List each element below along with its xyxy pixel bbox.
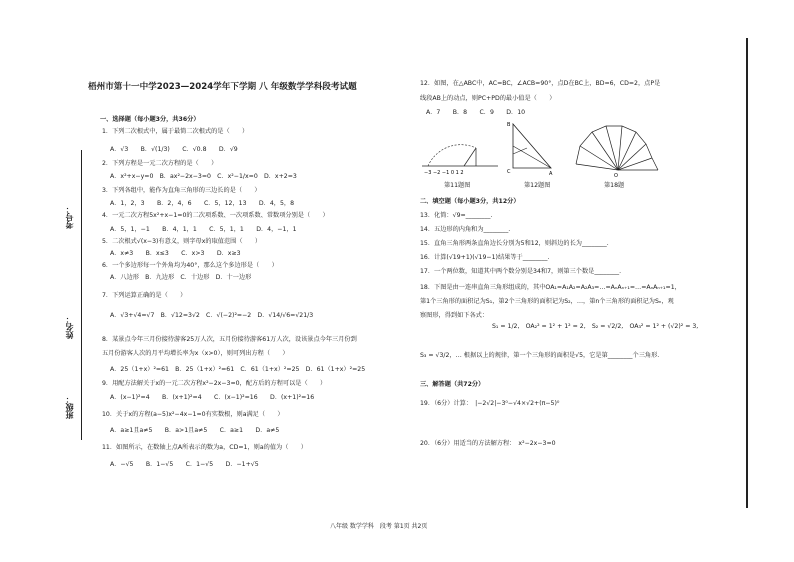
- exam-title: 梧州市第十一中学2023—2024学年下学期 八 年级数学学科段考试题: [88, 82, 357, 92]
- svg-text:O: O: [614, 173, 618, 178]
- figure-18-caption: 第18题: [604, 182, 625, 189]
- question-line: 7．下列运算正确的是（ ）: [102, 292, 187, 299]
- exam-number-label: 考号：: [65, 205, 74, 229]
- question-line: 13．化简：√9=________.: [420, 212, 493, 219]
- binding-line: [81, 150, 82, 440]
- question-line: A．√3+√4=√7 B．√12=3√2 C．√(−2)²=−2 D．√14/√6=√21/3: [110, 312, 314, 319]
- question-line: A．a≥1且a≠5 B．a>1且a≠5 C．a≥1 D．a≠5: [110, 427, 280, 434]
- question-line: 15．直角三角形两条直角边长分别为5和12，则斜边的长为________.: [420, 240, 609, 247]
- question-line: 20．（6分）用适当的方法解方程： x²−2x−3=0: [420, 440, 556, 447]
- question-line: S₁ = 1/2, OA₂² = 1² + 1² = 2, S₂ = √2/2, OA₃² = 1² + (√2)² = 3,: [492, 323, 699, 330]
- question-line: 五月份游客人次的月平均增长率为x（x>0），则可列出方程（ ）: [102, 350, 289, 357]
- question-line: 6．一个多边形每一个外角均为40°，那么这个多边形是（ ）: [102, 262, 278, 269]
- section-heading: 二、填空题（每小题3分，共12分）: [420, 198, 520, 205]
- svg-text:A: A: [549, 171, 553, 177]
- question-line: 2．下列方程是一元二次方程的是（ ）: [102, 160, 218, 167]
- question-line: 18．下图是由一连串直角三角形组成的，其中OA₁=A₁A₂=A₂A₃=…=AₙAₙ₊₁=…=AₙAₙ₊₁=1，: [420, 284, 681, 291]
- question-line: 8．某景点今年三月份接待游客25万人次，五月份接待游客61万人次，设该景点今年三月份到: [102, 336, 357, 343]
- question-line: S₃ = √3/2，… 根据以上的规律，第一个三角形的面积是√5，它是第________个三角形.: [420, 352, 660, 359]
- question-line: 5．二次根式√(x−3)有意义，则字母x的取值范围（ ）: [102, 238, 262, 245]
- class-label: 班级：: [65, 395, 74, 419]
- question-line: A．5，1，−1 B．4，1，1 C．5，1，1 D．4，−1，1: [110, 226, 297, 233]
- question-line: 3．下列各组中，能作为直角三角形的三边长的是（ ）: [102, 187, 261, 194]
- section-heading: 一、选择题（每小题3分，共36分）: [100, 116, 200, 123]
- figure-12-triangle: [505, 118, 555, 178]
- question-line: 17．一个两位数，知道其中两个数分别是34和7，则第三个数是________.: [420, 268, 622, 275]
- question-line: A．−√5 B．1−√5 C．1−√5 D．−1+√5: [110, 461, 259, 468]
- question-line: 线段AB上的动点，则PC+PD的最小值是（ ）: [420, 95, 556, 102]
- question-line: 11．如图所示，在数轴上点A所表示的数为a，CD=1，则a的值为（ ）: [102, 444, 307, 451]
- question-line: 第1个三角形的面积记为S₁，第2个三角形的面积记为S₂，…，第n个三角形的面积记为Sₙ，观: [420, 298, 674, 305]
- figure-11-caption: 第11题图: [444, 182, 471, 189]
- figure-18-spiral: [572, 118, 662, 178]
- question-line: A．25（1+x）²=61 B．25（1+x）²=61 C．61（1+x）²=25 D．61（1+x）²=25: [110, 366, 366, 373]
- question-line: 12．如图，在△ABC中，AC=BC，∠ACB=90°，点D在BC上，BD=6，CD=2，点P是: [420, 80, 661, 87]
- section-heading: 三、解答题（共72分）: [420, 381, 485, 388]
- question-line: A．x≠3 B．x≤3 C．x>3 D．x≥3: [110, 250, 241, 257]
- page-footer: 八年级 数学学科 段考 第1页 共2页: [330, 523, 428, 530]
- figure-12-caption: 第12题图: [524, 182, 551, 189]
- figure-11-number-line: [420, 128, 500, 178]
- question-line: A．1，2，3 B．2，4，6 C．5，12，13 D．4，5，8: [110, 200, 295, 207]
- student-name-label: 姓名：: [65, 315, 74, 339]
- svg-text:−3 −2 −1 0 1 2: −3 −2 −1 0 1 2: [424, 170, 464, 176]
- question-line: 4．一元二次方程5x²+x−1=0的二次项系数、一次项系数、常数项分别是（ ）: [102, 212, 329, 219]
- question-line: A．八边形 B．九边形 C．十边形 D．十一边形: [110, 274, 252, 281]
- svg-text:C: C: [507, 169, 511, 175]
- page-right-edge-line: [746, 38, 748, 508]
- question-line: 14．五边形的内角和为________.: [420, 226, 511, 233]
- question-line: A．x²+x−y=0 B．ax²−2x−3=0 C．x²−1/x=0 D．x+2=3: [110, 173, 297, 180]
- question-line: 9．用配方法解关于x的一元二次方程x²−2x−3=0，配方后的方程可以是（ ）: [102, 380, 327, 387]
- question-line: 10．关于x的方程(a−5)x²−4x−1=0有实数根，则a满足（ ）: [102, 411, 284, 418]
- question-line: A．√3 B．√(1/3) C．√0.8 D．√9: [110, 146, 238, 153]
- question-line: 19．（6分）计算： |−2√2|−3⁰−√4×√2+(π−5)⁰: [420, 400, 560, 407]
- svg-text:B: B: [507, 122, 511, 128]
- question-line: A．7 B．8 C．9 D．10: [426, 109, 526, 116]
- question-line: A．(x−1)²=4 B．(x+1)²=4 C．(x−1)²=16 D．(x+1)²=16: [110, 394, 315, 401]
- question-line: 察图形，得到如下各式：: [420, 312, 489, 319]
- question-line: 16．计算(√19+1)(√19−1)结果等于________.: [420, 254, 550, 261]
- question-line: 1．下列二次根式中，属于最简二次根式的是（ ）: [102, 128, 249, 135]
